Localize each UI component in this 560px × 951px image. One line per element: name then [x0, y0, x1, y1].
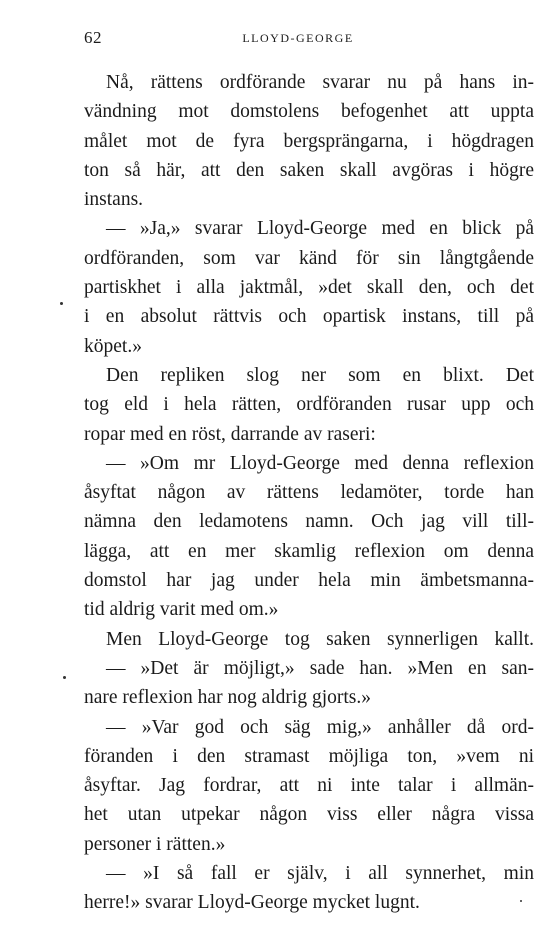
text-line: het utan utpekar någon viss eller några vissa	[84, 804, 534, 826]
text-line: i en absolut rättvis och opartisk instans, till på	[84, 306, 534, 328]
text-line: köpet.»	[84, 335, 142, 357]
text-line: åsyftar. Jag fordrar, att ni inte talar i allmän-	[84, 775, 534, 797]
text-line: — »Ja,» svarar Lloyd-George med en blick på	[106, 218, 534, 240]
text-line: tog eld i hela rätten, ordföranden rusar upp och	[84, 394, 534, 416]
text-line: herre!» svarar Lloyd-George mycket lugnt.	[84, 892, 420, 914]
text-line: åsyftat någon av rättens ledamöter, torde han	[84, 482, 534, 504]
text-line: — »Var god och säg mig,» anhåller då ord-	[106, 716, 534, 738]
text-line: målet mot de fyra bergsprängarna, i högdragen	[84, 130, 534, 152]
print-speck	[60, 302, 63, 305]
text-line: — »Om mr Lloyd-George med denna reflexion	[106, 452, 534, 474]
text-line: ropar med en röst, darrande av raseri:	[84, 423, 376, 445]
text-line: nämna den ledamotens namn. Och jag vill till-	[84, 511, 534, 533]
print-speck	[520, 900, 522, 902]
text-line: personer i rätten.»	[84, 833, 226, 855]
text-line: vändning mot domstolens befogenhet att uppta	[84, 101, 534, 123]
text-line: ton så här, att den saken skall avgöras i högre	[84, 159, 534, 181]
text-line: tid aldrig varit med om.»	[84, 599, 279, 621]
text-line: Den repliken slog ner som en blixt. Det	[106, 364, 534, 386]
text-line: instans.	[84, 189, 144, 211]
text-line: nare reflexion har nog aldrig gjorts.»	[84, 687, 371, 709]
text-line: partiskhet i alla jaktmål, »det skall den, och det	[84, 277, 534, 299]
body-text	[84, 68, 534, 918]
page-number: 62	[84, 28, 102, 47]
text-line: domstol har jag under hela min ämbetsmanna-	[84, 570, 534, 592]
text-line: Men Lloyd-George tog saken synnerligen kallt.	[106, 628, 534, 650]
text-line: lägga, att en mer skamlig reflexion om denna	[84, 540, 534, 562]
text-line: ordföranden, som var känd för sin långtgående	[84, 247, 534, 269]
text-line: — »Det är möjligt,» sade han. »Men en san-	[106, 657, 534, 679]
text-line: — »I så fall er själv, i all synnerhet, min	[106, 863, 534, 885]
text-line: föranden i den stramast möjliga ton, »vem ni	[84, 745, 534, 767]
text-line: Nå, rättens ordförande svarar nu på hans in-	[106, 72, 534, 93]
print-speck	[63, 676, 66, 679]
running-head: LLOYD-GEORGE	[242, 31, 354, 45]
